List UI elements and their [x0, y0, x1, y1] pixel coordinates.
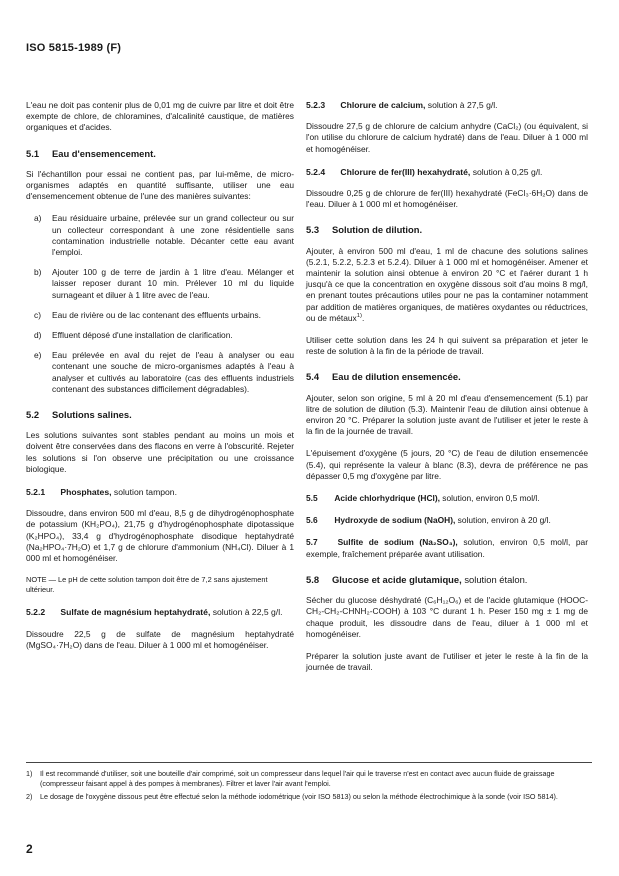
footnote-ref: 1): [356, 313, 362, 320]
footnotes: [26, 762, 592, 806]
section-5-4-body-2: L'épuisement d'oxygène (5 jours, 20 °C) de l'eau de dilution ensemencée (5.4), qui représente la valeur à blanc (8.3), devra de préférence ne pas dépasser 0,5 mg d'oxygène par litre.: [306, 448, 588, 481]
section-5-2-body: Les solutions suivantes sont stables pendant au moins un mois et doivent être conservées dans des flacons en verre à l'obscurité. Rejeter les solutions si l'on observe une précipitation ou une croissance biologique.: [26, 430, 294, 474]
section-5-3-body-1: Ajouter, à environ 500 ml d'eau, 1 ml de chacune des solutions salines (5.2.1, 5.2.2, 5.2.3 et 5.2.4). Diluer à 1 000 ml et homogénéiser. Amener et maintenir la solution ainsi obtenue à environ 20 °C et l'aérer durant 1 h jusqu'à ce que la concentration en oxygène dissous soit d'au moins 8 mg/l, en prenant toutes précautions utiles pour ne pas la contaminer notamment par addition de matières organiques, de matières oxydantes ou réductrices, ou de métaux$^{1)}$.: [306, 245, 588, 323]
section-5-4-heading: 5.4 Eau de dilution ensemencée.: [306, 371, 461, 383]
list-item: d) Effluent déposé d'une installation de clarification.: [34, 330, 233, 341]
section-5-4-body-1: Ajouter, selon son origine, 5 ml à 20 ml d'eau d'ensemencement (5.1) par litre de solution de dilution (5.3). Maintenir l'eau de dilution ainsi obtenue à environ 20 °C. Préparer la solution juste avant de l'utiliser et jeter le reste à la fin de la journée de travail.: [306, 392, 588, 437]
document-header: ISO 5815-1989 (F): [26, 42, 122, 54]
list-item: b) Ajouter 100 g de terre de jardin à 1 litre d'eau. Mélanger et laisser reposer durant 10 min. Prélever 10 ml du liquide surnageant et diluer à 1 litre avec de l'eau.: [34, 267, 294, 300]
section-5-6-heading: 5.6 Hydroxyde de sodium (NaOH), solution, environ à 20 g/l.: [306, 515, 551, 526]
section-5-2-2-heading: 5.2.2 Sulfate de magnésium heptahydraté, solution à 22,5 g/l.: [26, 607, 283, 618]
buffer-note: NOTE — Le pH de cette solution tampon doit être de 7,2 sans ajustement ultérieur.: [26, 575, 268, 595]
section-5-2-heading: 5.2 Solutions salines.: [26, 409, 132, 421]
section-5-8-body-2: Préparer la solution juste avant de l'utiliser et jeter le reste à la fin de la journée de travail.: [306, 650, 588, 673]
left-column: [26, 100, 294, 662]
section-5-2-4-heading: 5.2.4 Chlorure de fer(III) hexahydraté, solution à 0,25 g/l.: [306, 166, 543, 177]
list-item: e) Eau prélevée en aval du rejet de l'eau à analyser ou eau contenant une souche de micro-organismes adaptés à l'eau à analyser et cultivés au laboratoire (cas des effluents industriels contenant des substances difficilement dégradables).: [34, 350, 294, 394]
footnote: 2) Le dosage de l'oxygène dissous peut être effectué selon la méthode iodométrique (voir ISO 5813) ou selon la méthode électrochimique à la sonde (voir ISO 5814).: [26, 792, 558, 802]
section-5-2-4-body: Dissoudre 0,25 g de chlorure de fer(III) hexahydraté (FeCl₃·6H₂O) dans de l'eau. Diluer à 1 000 ml et homogénéiser.: [306, 188, 588, 210]
section-5-2-1-body: Dissoudre, dans environ 500 ml d'eau, 8,5 g de dihydrogénophosphate de potassium (KH₂PO₄), 21,75 g d'hydrogénophosphate dipotassique (K₂HPO₄), 33,4 g d'hydrogénophosphate disodique heptahydraté (Na₂HPO₄·7H₂O) et 1,7 g de chlorure d'ammonium (NH₄Cl). Diluer à 1 000 ml et homogénéiser.: [26, 508, 294, 564]
intro-paragraph: L'eau ne doit pas contenir plus de 0,01 mg de cuivre par litre et doit être exempte de chlore, de chloramines, d'alcalinité caustique, de matières organiques et d'acides.: [26, 100, 294, 133]
section-title: Eau d'ensemencement.: [52, 147, 156, 159]
page-number: 2: [26, 842, 33, 856]
section-number: 5.1: [26, 147, 40, 159]
list-item: a) Eau résiduaire urbaine, prélevée sur un grand collecteur ou sur un collecteur correspondant à une zone résidentielle sans contamination industrielle notable. Décanter cette eau avant l'emploi.: [34, 213, 294, 258]
section-5-3-body-2: Utiliser cette solution dans les 24 h qui suivent sa préparation et jeter le reste de solution à la fin de la période de travail.: [306, 335, 588, 357]
section-5-2-3-body: Dissoudre 27,5 g de chlorure de calcium anhydre (CaCl₂) (ou équivalent, si l'on utilise du chlorure de calcium hydraté) dans de l'eau. Diluer à 1 000 ml et homogénéiser.: [306, 121, 588, 154]
list-item: c) Eau de rivière ou de lac contenant des effluents urbains.: [34, 309, 261, 320]
section-5-2-3-heading: 5.2.3 Chlorure de calcium, solution à 27,5 g/l.: [306, 100, 498, 110]
section-5-3-heading: 5.3 Solution de dilution.: [306, 224, 423, 236]
right-column: [306, 100, 588, 684]
section-5-5-heading: 5.5 Acide chlorhydrique (HCl), solution, environ 0,5 mol/l.: [306, 493, 540, 504]
section-5-2-2-body: Dissoudre 22,5 g de sulfate de magnésium heptahydraté (MgSO₄·7H₂O) dans de l'eau. Diluer à 1 000 ml et homogénéiser.: [26, 628, 294, 650]
section-5-8-body-1: Sécher du glucose déshydraté (C₆H₁₂O₆) et de l'acide glutamique (HOOC-CH₂-CH₂-CHNH₂-COOH) à 103 °C durant 1 h. Peser 150 mg ± 1 mg de chaque produit, les dissoudre dans de l'eau, diluer à 1 000 ml et homogénéiser.: [306, 595, 588, 639]
section-5-7-heading: 5.7 Sulfite de sodium (Na₂SO₃), solution, environ 0,5 mol/l, par exemple, fraîchement préparée avant utilisation.: [306, 537, 589, 559]
section-5-2-1-heading: 5.2.1 Phosphates, solution tampon.: [26, 487, 177, 498]
footnote: 1) Il est recommandé d'utiliser, soit une bouteille d'air comprimé, soit un compresseur dans lequel l'air qui le traverse n'est en contact avec aucun fluide de graissage (compresseur faisant appel à des pompes à membranes). Filtrer et laver l'air avant l'emploi.: [26, 769, 555, 788]
seed-water-options-list: [26, 213, 294, 395]
section-5-1-body: Si l'échantillon pour essai ne contient pas, par lui-même, de micro-organismes adaptés en quantité suffisante, utiliser une eau d'ensemencement obtenue de l'une des manières suivantes:: [26, 168, 294, 202]
section-5-8-heading: 5.8 Glucose et acide glutamique, solution étalon.: [306, 573, 528, 585]
section-5-1-heading: [26, 148, 294, 159]
